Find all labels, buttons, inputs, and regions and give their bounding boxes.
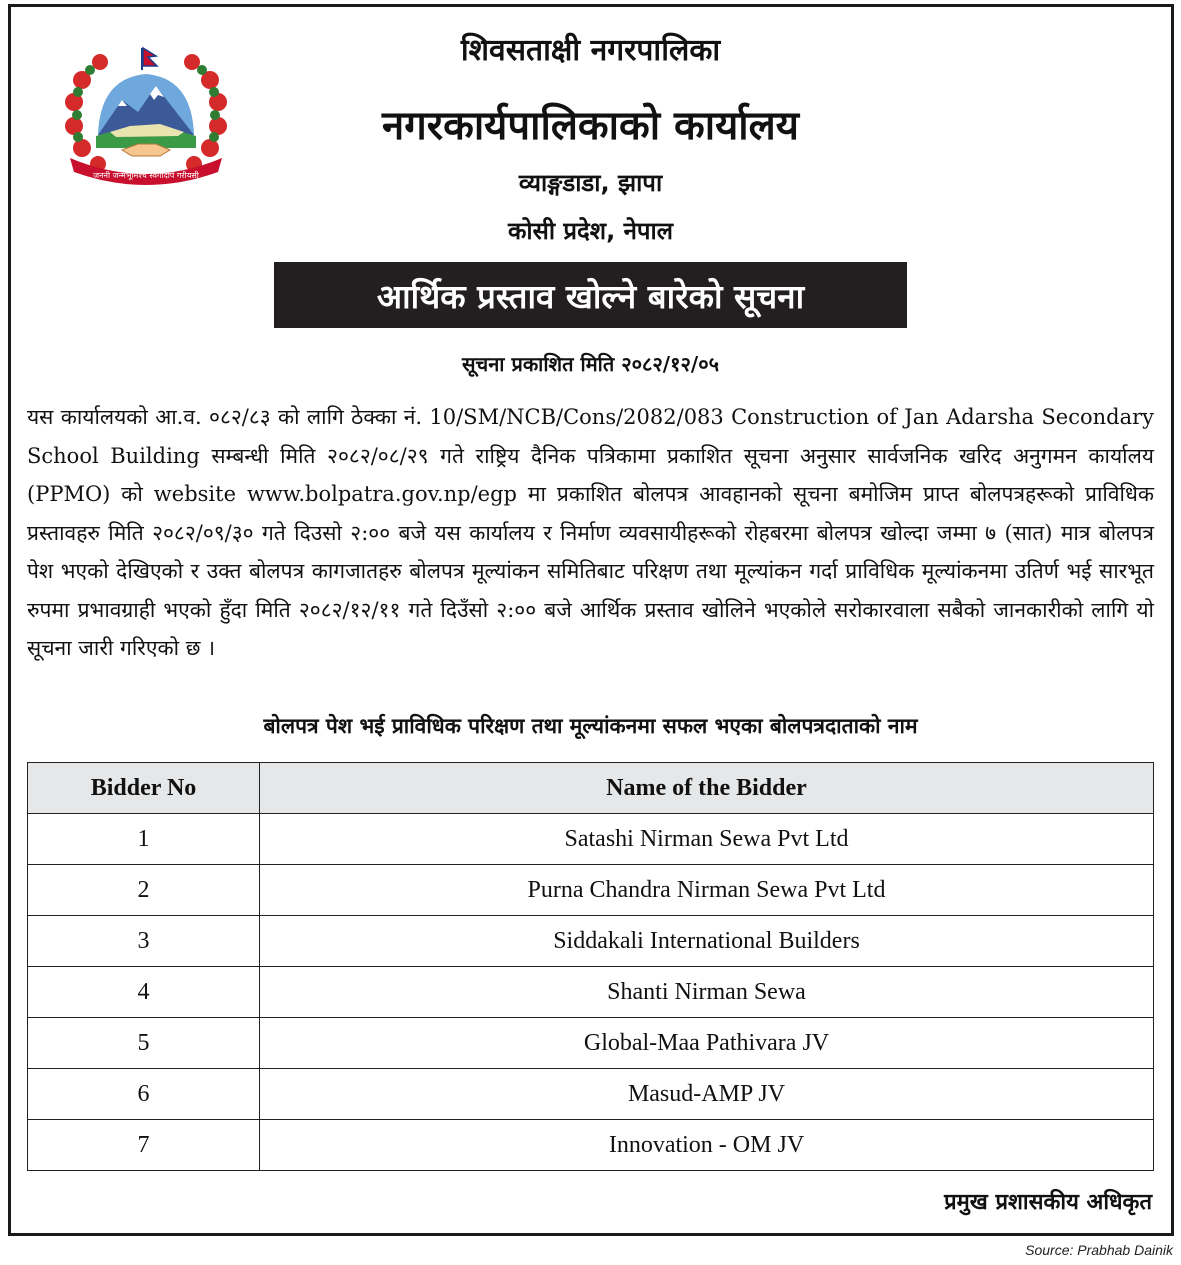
source-credit: Source: Prabhab Dainik xyxy=(1025,1242,1173,1258)
svg-text:जननी जन्मभूमिश्च स्वर्गादपि गर: जननी जन्मभूमिश्च स्वर्गादपि गरीयसी xyxy=(93,171,199,180)
table-row xyxy=(28,916,1154,967)
bidder-name-cell: Innovation - OM JV xyxy=(260,1120,1154,1171)
office-name: नगरकार्यपालिकाको कार्यालय xyxy=(382,103,799,149)
bidder-no-cell: 6 xyxy=(28,1069,260,1120)
bidder-name-cell: Global-Maa Pathivara JV xyxy=(260,1018,1154,1069)
bidder-no-cell: 4 xyxy=(28,967,260,1018)
table-row xyxy=(28,814,1154,865)
bidder-no-cell: 2 xyxy=(28,865,260,916)
table-header-row xyxy=(28,763,1154,814)
published-date: सूचना प्रकाशित मिति २०८२/१२/०५ xyxy=(461,352,720,376)
bidder-name-cell: Siddakali International Builders xyxy=(260,916,1154,967)
table-row xyxy=(28,1120,1154,1171)
signatory-title: प्रमुख प्रशासकीय अधिकृत xyxy=(944,1190,1152,1215)
table-row xyxy=(28,967,1154,1018)
bidder-no-cell: 3 xyxy=(28,916,260,967)
bidder-name-cell: Satashi Nirman Sewa Pvt Ltd xyxy=(260,814,1154,865)
notice-body-text: यस कार्यालयको आ.व. ०८२/८३ को लागि ठेक्का नं. 10/SM/NCB/Cons/2082/083 Construction of Jan Adarsha Secondary School Building सम्बन्धी मिति २०८२/०८/२९ गते राष्ट्रिय दैनिक पत्रिकामा प्रकाशित सूचना अनुसार सार्वजनिक खरिद अनुगमन कार्यालय (PPMO) को website www.bolpatra.gov.np/egp मा प्रकाशित बोलपत्र आवहानको सूचना बमोजिम प्राप्त बोलपत्रहरूको प्राविधिक प्रस्तावहरु मिति २०८२/०९/३० गते दिउसो २:०० बजे यस कार्यालय र निर्माण व्यवसायीहरूको रोहबरमा बोलपत्र खोल्दा जम्मा ७ (सात) मात्र बोलपत्र पेश भएको देखिएको र उक्त बोलपत्र कागजातहरु बोलपत्र मूल्यांकन समितिबाट परिक्षण तथा मूल्यांकन गर्दा प्राविधिक मूल्यांकनमा उतिर्ण भई सारभूत रुपमा प्रभावग्राही भएको हुँदा मिति २०८२/१२/११ गते दिउँसो २:०० बजे आर्थिक प्रस्ताव खोलिने भएकोले सरोकारवाला सबैको जानकारीको लागि यो सूचना जारी गरिएको छ । xyxy=(27,405,1154,660)
table-row xyxy=(28,865,1154,916)
table-row xyxy=(28,1018,1154,1069)
table-row xyxy=(28,1069,1154,1120)
municipality-name: शिवसताक्षी नगरपालिका xyxy=(460,33,721,68)
column-header-bidder-name: Name of the Bidder xyxy=(260,763,1154,814)
column-header-bidder-no: Bidder No xyxy=(28,763,260,814)
bidder-name-cell: Masud-AMP JV xyxy=(260,1069,1154,1120)
bidder-name-cell: Shanti Nirman Sewa xyxy=(260,967,1154,1018)
notice-title: आर्थिक प्रस्ताव खोल्ने बारेको सूचना xyxy=(376,276,805,316)
address-line-2: कोसी प्रदेश, नेपाल xyxy=(507,217,674,245)
notice-body xyxy=(27,398,1154,668)
bidder-name-cell: Purna Chandra Nirman Sewa Pvt Ltd xyxy=(260,865,1154,916)
table-heading: बोलपत्र पेश भई प्राविधिक परिक्षण तथा मूल्यांकनमा सफल भएका बोलपत्रदाताको नाम xyxy=(263,714,918,738)
bidders-table xyxy=(27,762,1154,1171)
notice-title-banner xyxy=(274,262,907,328)
bidder-no-cell: 5 xyxy=(28,1018,260,1069)
bidder-no-cell: 7 xyxy=(28,1120,260,1171)
bidder-no-cell: 1 xyxy=(28,814,260,865)
address-line-1: व्याङ्गडाडा, झापा xyxy=(518,169,663,197)
